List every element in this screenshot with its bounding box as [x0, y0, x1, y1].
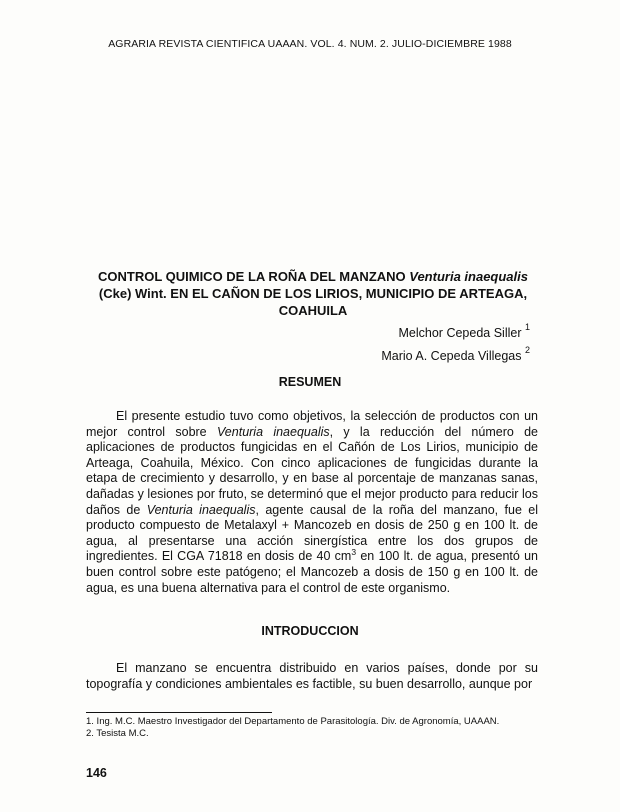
abstract-species: Venturia inaequalis — [146, 502, 256, 517]
author-ref: 2 — [524, 345, 530, 356]
title-text-1: CONTROL QUIMICO DE LA ROÑA DEL MANZANO — [97, 269, 410, 284]
author-line — [381, 320, 530, 343]
abstract-species: Venturia inaequalis — [216, 424, 330, 439]
footnotes — [86, 716, 538, 740]
intro-paragraph — [86, 661, 538, 692]
abstract-text: , y la reducción del número de aplicaciones de productos fungicidas en el Cañón de Los Lirios, municipio de Arteaga, Coahuila, México. Con cinco aplicaciones de fungicidas durante la etapa de crecimiento y desarrollo, y en base al porcentaje de manzanas sanas, dañadas y lesiones por fruto, se determinó que el mejor producto para reducir los daños de — [86, 424, 539, 517]
title-species: Venturia inaequalis — [409, 269, 528, 284]
title-text-2: (Cke) Wint. EN EL CAÑON DE LOS LIRIOS, MUNICIPIO DE ARTEAGA, COAHUILA — [98, 286, 528, 318]
intro-text: El manzano se encuentra distribuido en varios países, donde por su topografía y condiciones ambientales es factible, su buen desarrollo, aunque por — [86, 661, 538, 691]
introduccion-heading: INTRODUCCION — [261, 624, 359, 638]
unit-superscript: 3 — [351, 547, 357, 558]
abstract-text: en 100 lt. de agua, presentó un buen control sobre este patógeno; el Mancozeb a dosis de 150 g en 100 lt. de agua, es una buena alternativa para el control de este organismo. — [86, 549, 539, 595]
article-title — [90, 268, 536, 319]
author-name: Mario A. Cepeda Villegas — [381, 349, 522, 364]
abstract-text: El presente estudio tuvo como objetivos, la selección de productos con un mejor control sobre — [86, 409, 538, 439]
abstract-text: , agente causal de la roña del manzano, fue el producto compuesto de Metalaxyl + Mancozeb en dosis de 250 g en 100 lt. de agua, al presentarse una acción sinergística entre los dos grupos de ingredientes. El CGA 71818 en dosis de 40 cm — [86, 502, 538, 564]
resumen-heading: RESUMEN — [278, 375, 342, 389]
author-name: Melchor Cepeda Siller — [398, 326, 522, 341]
author-ref: 1 — [524, 322, 530, 332]
footnote: 2. Tesista M.C. — [86, 728, 149, 739]
author-list — [381, 320, 530, 366]
footnote: 1. Ing. M.C. Maestro Investigador del Departamento de Parasitología. Div. de Agronomía, UAAAN. — [86, 716, 500, 727]
journal-header: AGRARIA REVISTA CIENTIFICA UAAAN. VOL. 4. NUM. 2. JULIO-DICIEMBRE 1988 — [108, 38, 512, 50]
abstract-paragraph — [86, 409, 538, 596]
author-line — [381, 343, 530, 366]
page-number: 146 — [86, 766, 107, 780]
footnote-divider — [86, 712, 272, 713]
